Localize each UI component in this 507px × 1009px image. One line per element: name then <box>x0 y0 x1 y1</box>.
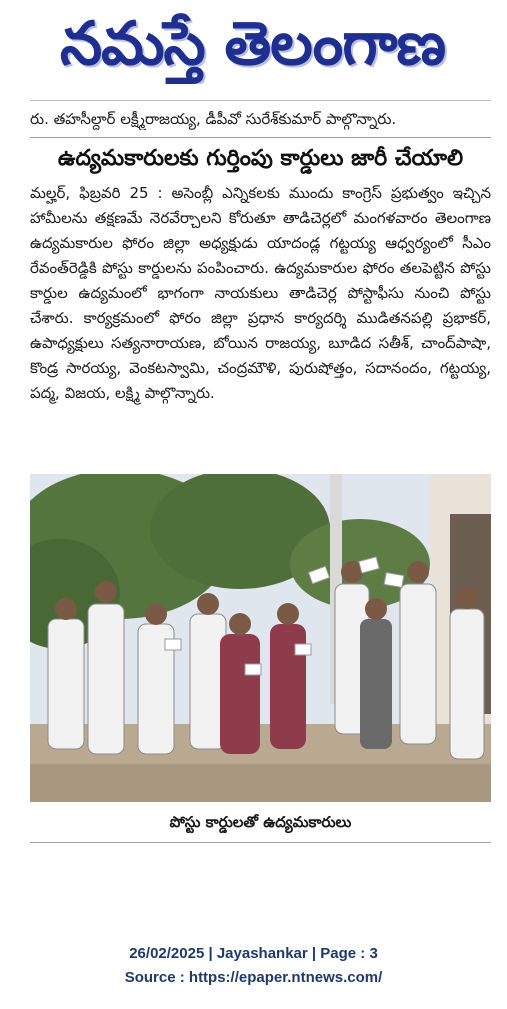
edition-meta: 26/02/2025 | Jayashankar | Page : 3 <box>129 945 378 962</box>
article-photo <box>30 474 491 802</box>
article-headline: ఉద్యమకారులకు గుర్తింపు కార్డులు జారీ చేయాలి <box>57 146 464 171</box>
newspaper-masthead: నమస్తే తెలంగాణ <box>59 9 446 79</box>
bottom-divider <box>30 842 491 843</box>
group-photo-illustration <box>30 474 491 802</box>
page-footer <box>0 942 507 990</box>
previous-article-tail: రు. తహసీల్దార్ లక్ష్మీరాజయ్య, డీపీవో సురేశ్‌కుమార్ పాల్గొన్నారు. <box>30 110 397 128</box>
headline-divider <box>30 137 491 138</box>
photo-caption: పోస్టు కార్డులతో ఉద్యమకారులు <box>169 813 352 831</box>
top-divider <box>30 100 491 101</box>
source-link[interactable]: Source : https://epaper.ntnews.com/ <box>124 969 383 986</box>
article-body: మల్హర్, ఫిబ్రవరి 25 : అసెంబ్లీ ఎన్నికలకు ముందు కాంగ్రెస్ ప్రభుత్వం ఇచ్చిన హామీలను తక్షణమే నెరవేర్చాలని కోరుతూ తాడిచెర్లలో మంగళవారం తెలంగాణ ఉద్యమకారుల ఫోరం జిల్లా అధ్యక్షుడు యాదండ్ల గట్టయ్య ఆధ్వర్యంలో సీఎం రేవంత్‌రెడ్డికి పోస్టు కార్డులను పంపించారు. ఉద్యమకారుల ఫోరం తలపెట్టిన పోస్టు కార్డుల ఉద్యమంలో భాగంగా నాయకులు తాడిచెర్ల పోస్టాఫీసు నుంచి పోస్టు చేశారు. కార్యక్రమంలో ఫోరం జిల్లా ప్రధాన కార్యదర్శి ముడితనపల్లి ప్రభాకర్, ఉపాధ్యక్షులు సత్యనారాయణ, బోయిన రాజయ్య, బూడిద సతీశ్, చాంద్‌పాషా, కొండ్ర సారయ్య, వెంకటస్వామి, చంద్రమౌళి, పురుషోత్తం, సదానందం, గట్టయ్య, పద్మ, విజయ, లక్ష్మి పాల్గొన్నారు. <box>30 184 491 402</box>
